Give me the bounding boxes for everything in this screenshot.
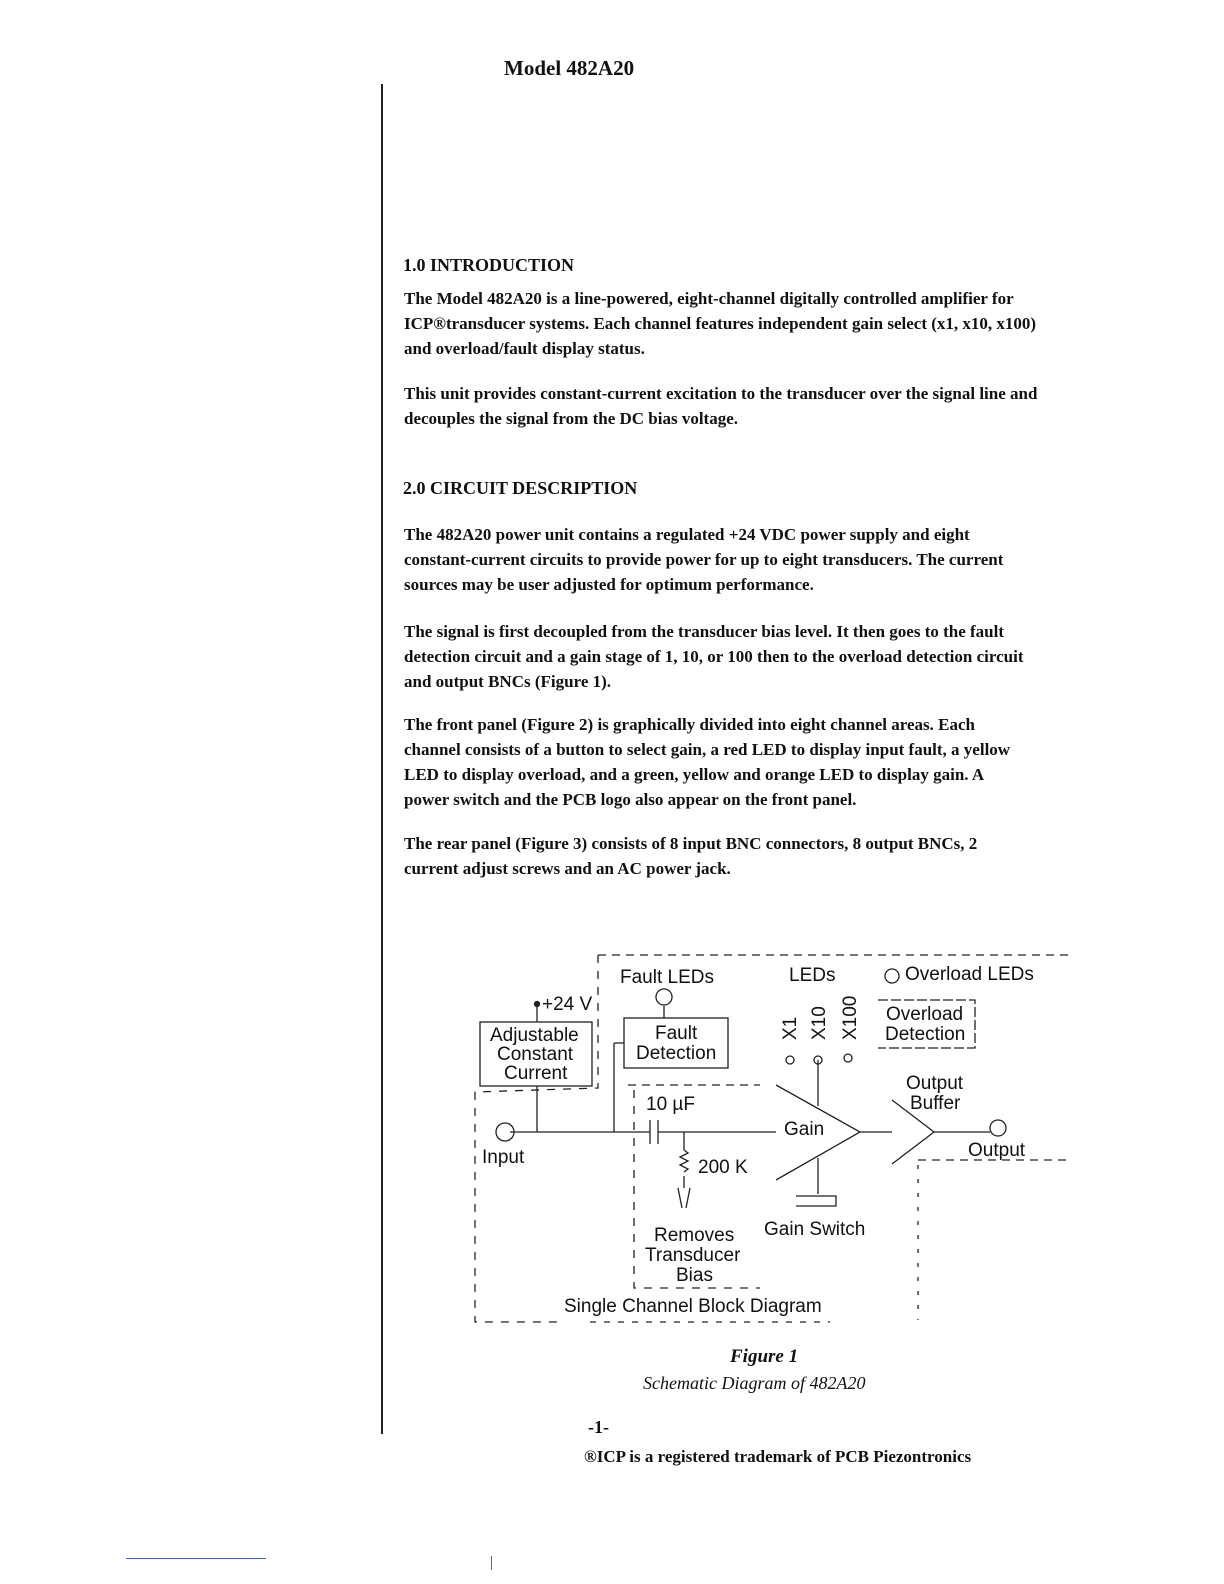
page-number: -1- bbox=[588, 1417, 609, 1437]
figure-label: Figure 1 bbox=[730, 1346, 799, 1367]
text-line: current adjust screws and an AC power jack. bbox=[404, 859, 731, 878]
intro-paragraph-2 bbox=[404, 381, 1104, 431]
text-line: channel consists of a button to select gain, a red LED to display input fault, a yellow bbox=[404, 740, 1011, 759]
section-heading-introduction: 1.0 INTRODUCTION bbox=[403, 255, 575, 275]
footnote-rule bbox=[126, 1558, 266, 1559]
fault-box-line: Detection bbox=[636, 1043, 717, 1064]
fault-box-line: Fault bbox=[655, 1023, 698, 1044]
text-line: detection circuit and a gain stage of 1, 10, or 100 then to the overload detection circuit bbox=[404, 647, 1024, 666]
fault-leds-label: Fault LEDs bbox=[620, 967, 714, 988]
output-label: Output bbox=[968, 1140, 1026, 1161]
overload-leds-label: Overload LEDs bbox=[905, 964, 1034, 985]
gain-x10-label: X10 bbox=[809, 1006, 830, 1040]
text-line: LED to display overload, and a green, yellow and orange LED to display gain. A bbox=[404, 765, 985, 784]
gain-x1-label: X1 bbox=[780, 1016, 801, 1040]
output-buffer-line: Buffer bbox=[910, 1093, 961, 1114]
input-label: Input bbox=[482, 1147, 525, 1168]
text-line: The rear panel (Figure 3) consists of 8 input BNC connectors, 8 output BNCs, 2 bbox=[404, 834, 978, 853]
trademark-note: ®ICP is a registered trademark of PCB Piezontronics bbox=[584, 1447, 972, 1466]
supply-label: +24 V bbox=[542, 994, 593, 1015]
text-line: ICP®transducer systems. Each channel features independent gain select (x1, x10, x100) bbox=[404, 314, 1037, 333]
text-line: and overload/fault display status. bbox=[404, 339, 645, 358]
current-box-line: Current bbox=[504, 1063, 568, 1084]
overload-box-line: Overload bbox=[886, 1004, 964, 1025]
block-diagram bbox=[470, 950, 1070, 1330]
text-line: This unit provides constant-current excitation to the transducer over the signal line and bbox=[404, 384, 1038, 403]
page-title: Model 482A20 bbox=[504, 56, 635, 80]
text-line: The Model 482A20 is a line-powered, eight-channel digitally controlled amplifier for bbox=[404, 289, 1014, 308]
circuit-paragraph-4 bbox=[404, 831, 1104, 881]
gain-x100-label: X100 bbox=[840, 995, 861, 1040]
current-box-line: Constant bbox=[497, 1044, 574, 1065]
text-line: The signal is first decoupled from the transducer bias level. It then goes to the fault bbox=[404, 622, 1005, 641]
text-line: and output BNCs (Figure 1). bbox=[404, 672, 612, 691]
removes-bias-line: Removes bbox=[654, 1225, 735, 1246]
text-line: The front panel (Figure 2) is graphically divided into eight channel areas. Each bbox=[404, 715, 975, 734]
scan-mark bbox=[491, 1556, 492, 1570]
diagram-caption: Single Channel Block Diagram bbox=[564, 1296, 822, 1317]
intro-paragraph-1 bbox=[404, 286, 1104, 361]
resistor-label: 200 K bbox=[698, 1157, 748, 1178]
text-line: constant-current circuits to provide power for up to eight transducers. The current bbox=[404, 550, 1004, 569]
text-line: sources may be user adjusted for optimum performance. bbox=[404, 575, 814, 594]
removes-bias-line: Transducer bbox=[645, 1245, 741, 1266]
removes-bias-line: Bias bbox=[676, 1265, 713, 1286]
text-line: power switch and the PCB logo also appear on the front panel. bbox=[404, 790, 857, 809]
leds-label: LEDs bbox=[789, 965, 836, 986]
section-heading-circuit: 2.0 CIRCUIT DESCRIPTION bbox=[403, 478, 638, 498]
output-buffer-line: Output bbox=[906, 1073, 964, 1094]
gain-switch-label: Gain Switch bbox=[764, 1219, 866, 1240]
current-box-line: Adjustable bbox=[490, 1025, 579, 1046]
capacitor-label: 10 µF bbox=[646, 1094, 695, 1115]
circuit-paragraph-2 bbox=[404, 619, 1104, 694]
circuit-paragraph-3 bbox=[404, 712, 1104, 812]
margin-rule bbox=[381, 84, 383, 1434]
circuit-paragraph-1 bbox=[404, 522, 1104, 597]
text-line: The 482A20 power unit contains a regulated +24 VDC power supply and eight bbox=[404, 525, 970, 544]
text-line: decouples the signal from the DC bias voltage. bbox=[404, 409, 739, 428]
overload-box-line: Detection bbox=[885, 1024, 966, 1045]
gain-label: Gain bbox=[784, 1119, 825, 1140]
figure-caption: Schematic Diagram of 482A20 bbox=[643, 1373, 866, 1393]
